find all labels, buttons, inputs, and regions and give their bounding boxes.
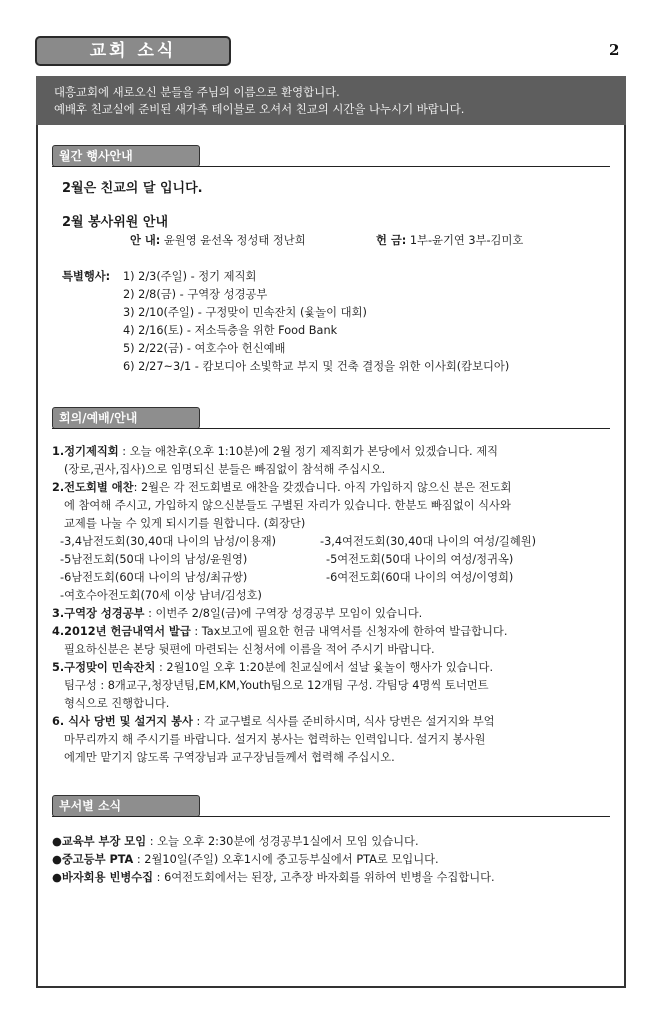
meeting-item-1 — [52, 443, 498, 460]
guide-names: 윤원영 윤선옥 정성태 정난희 — [163, 234, 306, 247]
volunteer-offering — [376, 232, 523, 249]
meeting-item-5 — [52, 659, 493, 676]
meeting-item-6-cont: 마무리까지 해 주시기를 바랍니다. 설거지 봉사는 협력하는 인력입니다. 설거지 봉사원 — [64, 733, 486, 746]
guide-label: 안 내: — [130, 234, 161, 247]
meeting-item-6-cont: 에게만 맡기지 않도록 구역장님과 교구장님들께서 협력해 주십시오. — [64, 751, 395, 764]
meeting-item-1-cont: (장로,권사,집사)으로 임명되신 분들은 빠짐없이 참석해 주십시오. — [64, 463, 386, 476]
group-item: -6여전도회(60대 나이의 여성/이영희) — [326, 571, 514, 584]
page-title-tab: 교회 소식 — [35, 36, 231, 66]
section-header-meetings: 회의/예배/안내 — [52, 407, 200, 429]
meeting-item-2-title: 2.전도회별 애찬 — [52, 481, 134, 494]
meeting-item-1-text: : 오늘 애찬후(오후 1:10분)에 2월 정기 제직회가 본당에서 있겠습니다. 제직 — [118, 445, 499, 458]
department-item-title: ●교육부 부장 모임 — [52, 835, 147, 848]
department-item — [52, 833, 419, 850]
department-item-title: ●바자회용 빈병수집 — [52, 871, 154, 884]
meeting-item-2-text: : 2월은 각 전도회별로 애찬을 갖겠습니다. 아직 가입하지 않으신 분은 전도회 — [133, 481, 512, 494]
event-item: 6) 2/27~3/1 - 캄보디아 소빛학교 부지 및 건축 결정을 위한 이사회(캄보디아) — [123, 360, 510, 373]
department-item-text: : 오늘 오후 2:30분에 성경공부1실에서 모임 있습니다. — [146, 835, 419, 848]
meeting-item-4-title: 4.2012년 헌금내역서 발급 — [52, 625, 191, 638]
group-item: -5여전도회(50대 나이의 여성/정귀옥) — [326, 553, 514, 566]
section-header-departments: 부서별 소식 — [52, 795, 200, 817]
meeting-item-4-cont: 필요하신분은 본당 뒷편에 마련되는 신청서에 이름을 적어 주시기 바랍니다. — [64, 643, 435, 656]
meeting-item-3 — [52, 605, 422, 622]
meeting-item-2-cont: 에 참여해 주시고, 가입하지 않으신분들도 구별된 자리가 있습니다. 한분도 빠짐없이 식사와 — [64, 499, 511, 512]
event-item: 2) 2/8(금) - 구역장 성경공부 — [123, 288, 268, 301]
meeting-item-6 — [52, 713, 495, 730]
meeting-item-2 — [52, 479, 511, 496]
meeting-item-2-cont: 교제를 나눌 수 있게 되시기를 원합니다. (회장단) — [64, 517, 306, 530]
section-rule — [52, 166, 610, 167]
section-rule — [52, 816, 610, 817]
meeting-item-1-title: 1.정기제직회 — [52, 445, 119, 458]
page-number: 2 — [609, 41, 620, 59]
meeting-item-5-title: 5.구정맞이 민속잔치 — [52, 661, 156, 674]
volunteer-title: 2월 봉사위원 안내 — [62, 215, 169, 230]
meeting-item-5-cont: 팀구성 : 8개교구,청장년팀,EM,KM,Youth팀으로 12개팀 구성. 각팀당 4명씩 토너먼트 — [64, 679, 489, 692]
offering-label: 헌 금: — [376, 234, 407, 247]
meeting-item-6-text: : 각 교구별로 식사를 준비하시며, 식사 당번은 설거지와 부엌 — [192, 715, 495, 728]
banner-line-2: 예배후 친교실에 준비된 새가족 테이블로 오셔서 친교의 시간을 나누시기 바랍니다. — [54, 102, 465, 116]
meeting-item-6-title: 6. 식사 당번 및 설거지 봉사 — [52, 715, 193, 728]
department-item — [52, 851, 439, 868]
banner-line-1: 대흥교회에 새로오신 분들을 주님의 이름으로 환영합니다. — [54, 85, 340, 99]
monthly-headline: 2월은 친교의 달 입니다. — [62, 181, 203, 196]
department-item-text: : 2월10일(주일) 오후1시에 중고등부실에서 PTA로 모입니다. — [133, 853, 439, 866]
department-item — [52, 869, 495, 886]
welcome-banner — [36, 76, 626, 125]
offering-names: 1부-윤기연 3부-김미호 — [409, 234, 524, 247]
group-item: -3,4남전도회(30,40대 나이의 남성/이용재) — [60, 535, 277, 548]
meeting-item-4 — [52, 623, 507, 640]
group-item: -3,4여전도회(30,40대 나이의 여성/길혜원) — [320, 535, 537, 548]
meeting-item-3-title: 3.구역장 성경공부 — [52, 607, 145, 620]
meeting-item-5-cont: 형식으로 진행합니다. — [64, 697, 170, 710]
section-rule — [52, 428, 610, 429]
group-item: -여호수아전도회(70세 이상 남녀/김성호) — [60, 589, 262, 602]
group-item: -6남전도회(60대 나이의 남성/최규쌍) — [60, 571, 248, 584]
group-item: -5남전도회(50대 나이의 남성/윤원영) — [60, 553, 248, 566]
event-item: 4) 2/16(토) - 저소득층을 위한 Food Bank — [123, 324, 338, 337]
special-events-label: 특별행사: — [62, 270, 111, 283]
meeting-item-4-text: : Tax보고에 필요한 헌금 내역서를 신청자에 한하여 발급합니다. — [190, 625, 508, 638]
event-item: 5) 2/22(금) - 여호수아 헌신예배 — [123, 342, 286, 355]
department-item-text: : 6여전도회에서는 된장, 고추장 바자회를 위하여 빈병을 수집합니다. — [153, 871, 495, 884]
meeting-item-3-text: : 이번주 2/8일(금)에 구역장 성경공부 모임이 있습니다. — [144, 607, 423, 620]
event-item: 1) 2/3(주일) - 정기 제직회 — [123, 270, 257, 283]
volunteer-guide — [130, 232, 306, 249]
department-item-title: ●중고등부 PTA — [52, 853, 134, 866]
event-item: 3) 2/10(주일) - 구정맞이 민속잔치 (윷놀이 대회) — [123, 306, 367, 319]
section-header-monthly: 월간 행사안내 — [52, 145, 200, 167]
meeting-item-5-text: : 2월10일 오후 1:20분에 친교실에서 설날 윷놀이 행사가 있습니다. — [155, 661, 494, 674]
